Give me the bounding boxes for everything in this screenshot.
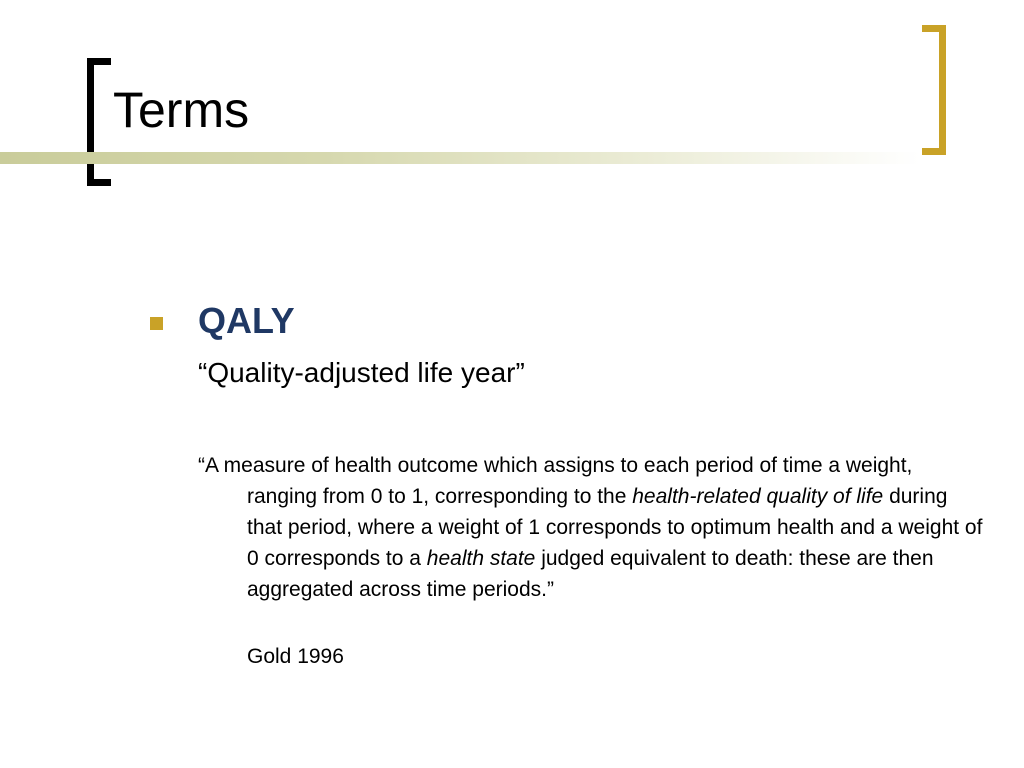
definition-italic-hrqol: health-related quality of life xyxy=(632,485,884,508)
square-bullet-icon xyxy=(150,317,163,330)
definition-text-part2: during that period, where a weight of 1 corresponds to optimum health and a weight of 0 corresponds to a xyxy=(247,485,983,570)
definition-text-part1: “A measure of health outcome which assigns to each period of time a weight, ranging from 0 to 1, corresponding to the xyxy=(198,454,913,508)
citation: Gold 1996 xyxy=(247,645,344,668)
definition-quote xyxy=(198,450,988,605)
bullet-term: QALY xyxy=(198,300,295,341)
definition-italic-health-state: health state xyxy=(426,547,536,570)
right-bracket-decoration xyxy=(922,25,946,155)
definition-text-part3: judged equivalent to death: these are then aggregated across time periods.” xyxy=(247,547,934,601)
term-expansion: “Quality-adjusted life year” xyxy=(198,357,525,388)
left-bracket-decoration xyxy=(87,58,111,186)
slide-title: Terms xyxy=(113,82,250,138)
title-underline-rule xyxy=(0,152,920,164)
